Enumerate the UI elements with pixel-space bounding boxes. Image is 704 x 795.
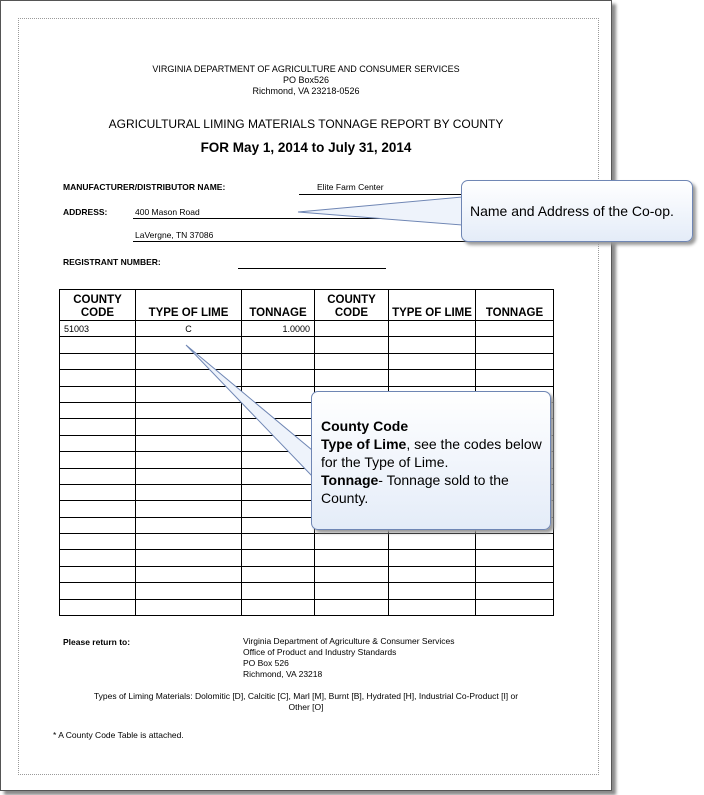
- address-callout-pointer: [298, 197, 462, 225]
- column-header: COUNTY CODE: [60, 290, 136, 321]
- report-title: AGRICULTURAL LIMING MATERIALS TONNAGE REPORT BY COUNTY: [108, 117, 504, 131]
- agency-po-box: PO Box526: [282, 75, 330, 85]
- table-callout-pointer: [186, 345, 312, 476]
- manufacturer-value: Elite Farm Center: [317, 182, 384, 192]
- manufacturer-label: MANUFACTURER/DISTRIBUTOR NAME:: [63, 182, 226, 192]
- column-header: TYPE OF LIME: [136, 290, 242, 321]
- column-header: TONNAGE: [242, 290, 315, 321]
- registrant-label: REGISTRANT NUMBER:: [63, 257, 161, 267]
- table-cell[interactable]: 1.0000: [242, 321, 315, 337]
- agency-city: Richmond, VA 23218-0526: [252, 86, 360, 96]
- address-callout-text: Name and Address of the Co-op.: [470, 203, 674, 219]
- callout-type-of-lime-desc: , see the codes below for the Type of Lime.: [321, 436, 542, 470]
- report-period: FOR May 1, 2014 to July 31, 2014: [200, 140, 412, 155]
- return-label: Please return to:: [63, 637, 131, 647]
- table-cell[interactable]: 51003: [60, 321, 136, 337]
- county-code-note: * A County Code Table is attached.: [53, 730, 184, 740]
- address-line-1: 400 Mason Road: [135, 207, 200, 217]
- address-line-2: LaVergne, TN 37086: [135, 230, 214, 240]
- callout-tonnage-desc: - Tonnage sold to the County.: [321, 472, 509, 506]
- callout-type-of-lime-label: Type of Lime: [321, 436, 407, 452]
- table-callout: [311, 391, 551, 530]
- callout-tonnage-label: Tonnage: [321, 472, 379, 488]
- column-header: TYPE OF LIME: [389, 290, 476, 321]
- address-callout: [461, 180, 693, 242]
- column-header: TONNAGE: [476, 290, 554, 321]
- agency-name: VIRGINIA DEPARTMENT OF AGRICULTURE AND CONSUMER SERVICES: [152, 64, 460, 74]
- liming-types-line: Types of Liming Materials: Dolomitic [D], Calcitic [C], Marl [M], Burnt [B], Hydrated [H], Industrial Co-Product [I] or: [93, 691, 519, 701]
- table-cell[interactable]: C: [136, 321, 242, 337]
- callout-type-of-lime: [321, 435, 543, 471]
- callout-county-code: County Code: [321, 418, 409, 434]
- return-address-line: PO Box 526: [243, 658, 289, 668]
- return-address-line: Office of Product and Industry Standards: [243, 647, 397, 657]
- return-address-line: Richmond, VA 23218: [243, 669, 323, 679]
- callout-tonnage: [321, 471, 543, 507]
- liming-types-line: Other [O]: [288, 702, 324, 712]
- return-address-line: Virginia Department of Agriculture & Consumer Services: [243, 636, 455, 646]
- address-label: ADDRESS:: [63, 207, 108, 217]
- table-callout-text: [321, 417, 543, 507]
- column-header: COUNTY CODE: [315, 290, 389, 321]
